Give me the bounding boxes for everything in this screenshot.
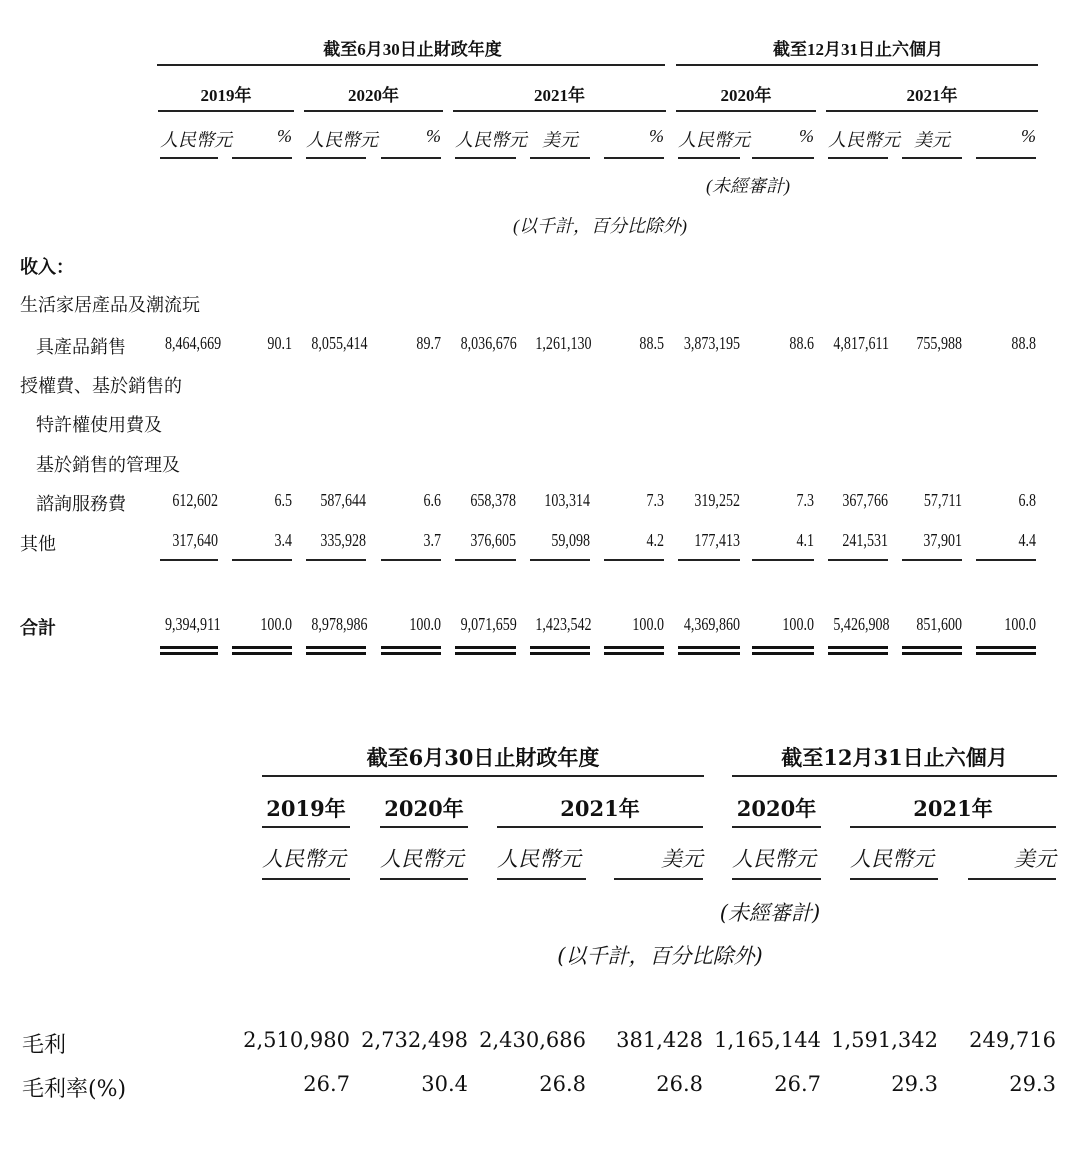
year-underline bbox=[732, 826, 821, 828]
year-header: 2019年 bbox=[266, 796, 346, 821]
currency-underline bbox=[902, 157, 962, 159]
total-double-underline bbox=[381, 646, 441, 655]
subtotal-underline bbox=[232, 559, 292, 561]
subtotal-underline bbox=[752, 559, 814, 561]
total-double-underline bbox=[232, 646, 292, 655]
table-cell: 249,716 bbox=[969, 1028, 1056, 1052]
total-double-underline bbox=[902, 646, 962, 655]
row-label: 毛利率(%) bbox=[22, 1077, 127, 1102]
table-cell: 4.2 bbox=[646, 530, 664, 550]
period-underline-six-months bbox=[732, 775, 1057, 777]
table-cell: 37,901 bbox=[923, 530, 962, 550]
table-cell-total: 9,394,911 bbox=[164, 614, 221, 634]
row-label: 諮詢服務費 bbox=[36, 494, 126, 514]
table-cell: 6.8 bbox=[1018, 490, 1036, 510]
subtotal-underline bbox=[828, 559, 888, 561]
period-header-six-months: 截至12月31日止六個月 bbox=[781, 745, 1008, 770]
total-double-underline bbox=[306, 646, 366, 655]
subtotal-underline bbox=[530, 559, 590, 561]
total-double-underline bbox=[976, 646, 1036, 655]
currency-underline bbox=[828, 157, 888, 159]
table-cell-total: 100.0 bbox=[782, 614, 814, 634]
year-underline bbox=[676, 110, 816, 112]
currency-underline bbox=[732, 878, 821, 880]
currency-header-percent: % bbox=[799, 126, 814, 146]
table-cell: 103,314 bbox=[544, 490, 590, 510]
currency-header-rmb: 人民幣元 bbox=[160, 130, 232, 150]
table-cell: 755,988 bbox=[916, 333, 962, 353]
table-cell: 30.4 bbox=[421, 1072, 468, 1096]
table-cell: 26.7 bbox=[303, 1072, 350, 1096]
currency-underline bbox=[160, 157, 218, 159]
year-underline bbox=[826, 110, 1038, 112]
subtotal-underline bbox=[306, 559, 366, 561]
table-cell: 3.7 bbox=[423, 530, 441, 550]
subtotal-underline bbox=[160, 559, 218, 561]
unaudited-note: (未經審計) bbox=[706, 176, 790, 196]
table-cell: 177,413 bbox=[694, 530, 740, 550]
currency-underline bbox=[752, 157, 814, 159]
table-cell: 8,036,676 bbox=[460, 333, 517, 353]
table-cell: 8,055,414 bbox=[311, 333, 368, 353]
table-cell: 6.6 bbox=[423, 490, 441, 510]
row-label: 具產品銷售 bbox=[36, 337, 126, 357]
table-cell-total: 8,978,986 bbox=[311, 614, 368, 634]
row-label: 特許權使用費及 bbox=[36, 415, 162, 435]
table-cell: 26.7 bbox=[774, 1072, 821, 1096]
section-label-revenue: 收入： bbox=[20, 257, 74, 277]
table-cell: 4.1 bbox=[796, 530, 814, 550]
table-cell-total: 5,426,908 bbox=[833, 614, 890, 634]
period-underline-fiscal-year bbox=[157, 64, 665, 66]
period-header-fiscal-year: 截至6月30日止財政年度 bbox=[323, 40, 502, 59]
table-cell: 29.3 bbox=[1009, 1072, 1056, 1096]
currency-underline bbox=[850, 878, 938, 880]
table-cell: 1,165,144 bbox=[714, 1028, 821, 1052]
year-underline bbox=[380, 826, 468, 828]
currency-underline bbox=[455, 157, 516, 159]
currency-underline bbox=[380, 878, 468, 880]
table-cell: 1,261,130 bbox=[535, 333, 592, 353]
currency-header-rmb: 人民幣元 bbox=[262, 847, 346, 871]
currency-underline bbox=[262, 878, 350, 880]
table-cell: 241,531 bbox=[842, 530, 888, 550]
currency-header-rmb: 人民幣元 bbox=[497, 847, 581, 871]
table-cell: 88.8 bbox=[1011, 333, 1036, 353]
total-double-underline bbox=[604, 646, 664, 655]
year-header: 2021年 bbox=[534, 86, 585, 105]
table-cell-total: 9,071,659 bbox=[460, 614, 517, 634]
period-header-fiscal-year: 截至6月30日止財政年度 bbox=[366, 745, 600, 770]
currency-header-usd: 美元 bbox=[542, 130, 578, 150]
currency-underline bbox=[614, 878, 703, 880]
year-underline bbox=[158, 110, 294, 112]
currency-underline bbox=[678, 157, 740, 159]
currency-header-rmb: 人民幣元 bbox=[678, 130, 750, 150]
table-cell: 6.5 bbox=[274, 490, 292, 510]
period-header-six-months: 截至12月31日止六個月 bbox=[773, 40, 943, 59]
year-header: 2021年 bbox=[913, 796, 993, 821]
table-cell: 90.1 bbox=[267, 333, 292, 353]
currency-header-rmb: 人民幣元 bbox=[850, 847, 934, 871]
table-cell: 7.3 bbox=[646, 490, 664, 510]
table-cell-total: 1,423,542 bbox=[535, 614, 592, 634]
table-cell: 88.6 bbox=[789, 333, 814, 353]
table-cell-total: 100.0 bbox=[1004, 614, 1036, 634]
table-cell-total: 100.0 bbox=[260, 614, 292, 634]
subtotal-underline bbox=[678, 559, 740, 561]
table-cell: 26.8 bbox=[539, 1072, 586, 1096]
currency-underline bbox=[232, 157, 292, 159]
unit-note: (以千計，百分比除外) bbox=[557, 944, 763, 968]
row-label: 其他 bbox=[20, 534, 56, 554]
table-cell: 2,430,686 bbox=[479, 1028, 586, 1052]
year-header: 2019年 bbox=[200, 86, 252, 105]
row-label: 基於銷售的管理及 bbox=[36, 455, 180, 475]
currency-header-percent: % bbox=[1021, 126, 1036, 146]
row-label-total: 合計 bbox=[20, 618, 56, 638]
table-cell: 4.4 bbox=[1018, 530, 1036, 550]
table-cell: 335,928 bbox=[320, 530, 366, 550]
table-cell: 88.5 bbox=[639, 333, 664, 353]
currency-underline bbox=[530, 157, 590, 159]
table-cell: 8,464,669 bbox=[164, 333, 222, 353]
row-label: 生活家居產品及潮流玩 bbox=[20, 295, 200, 315]
year-header: 2020年 bbox=[720, 86, 772, 105]
subtotal-underline bbox=[976, 559, 1036, 561]
currency-underline bbox=[976, 157, 1036, 159]
year-header: 2021年 bbox=[906, 86, 958, 105]
currency-header-usd: 美元 bbox=[914, 130, 950, 150]
table-cell: 4,817,611 bbox=[833, 333, 890, 353]
table-cell: 367,766 bbox=[842, 490, 888, 510]
year-header: 2020年 bbox=[348, 86, 399, 105]
subtotal-underline bbox=[902, 559, 962, 561]
year-header: 2020年 bbox=[384, 796, 464, 821]
currency-header-rmb: 人民幣元 bbox=[306, 130, 378, 150]
currency-header-percent: % bbox=[649, 126, 664, 146]
total-double-underline bbox=[678, 646, 740, 655]
year-underline bbox=[850, 826, 1056, 828]
table-cell: 1,591,342 bbox=[831, 1028, 938, 1052]
table-cell: 381,428 bbox=[616, 1028, 703, 1052]
year-underline bbox=[262, 826, 350, 828]
subtotal-underline bbox=[604, 559, 664, 561]
currency-header-rmb: 人民幣元 bbox=[380, 847, 464, 871]
currency-underline bbox=[306, 157, 366, 159]
period-underline-fiscal-year bbox=[262, 775, 704, 777]
total-double-underline bbox=[530, 646, 590, 655]
table-cell: 2,732,498 bbox=[361, 1028, 468, 1052]
total-double-underline bbox=[160, 646, 218, 655]
table-cell: 2,510,980 bbox=[243, 1028, 350, 1052]
table-cell: 3.4 bbox=[274, 530, 292, 550]
row-label: 毛利 bbox=[22, 1033, 67, 1058]
row-label: 授權費、基於銷售的 bbox=[20, 376, 182, 396]
year-header: 2021年 bbox=[560, 796, 640, 821]
total-double-underline bbox=[752, 646, 814, 655]
table-cell: 587,644 bbox=[320, 490, 366, 510]
total-double-underline bbox=[828, 646, 888, 655]
unit-note: (以千計，百分比除外) bbox=[513, 216, 687, 236]
currency-header-rmb: 人民幣元 bbox=[828, 130, 900, 150]
table-cell: 57,711 bbox=[923, 490, 962, 510]
table-cell: 376,605 bbox=[470, 530, 516, 550]
period-underline-six-months bbox=[676, 64, 1038, 66]
table-cell: 59,098 bbox=[551, 530, 590, 550]
table-cell: 7.3 bbox=[796, 490, 814, 510]
table-cell-total: 851,600 bbox=[916, 614, 962, 634]
table-cell: 317,640 bbox=[172, 530, 218, 550]
year-header: 2020年 bbox=[736, 796, 817, 821]
currency-underline bbox=[497, 878, 586, 880]
unaudited-note: (未經審計) bbox=[719, 901, 821, 925]
year-underline bbox=[453, 110, 666, 112]
currency-header-usd: 美元 bbox=[661, 847, 703, 871]
currency-header-rmb: 人民幣元 bbox=[732, 847, 816, 871]
table-cell: 319,252 bbox=[694, 490, 740, 510]
currency-header-rmb: 人民幣元 bbox=[455, 130, 527, 150]
currency-header-percent: % bbox=[277, 126, 292, 146]
year-underline bbox=[497, 826, 703, 828]
currency-underline bbox=[968, 878, 1056, 880]
subtotal-underline bbox=[381, 559, 441, 561]
currency-underline bbox=[381, 157, 441, 159]
table-cell-total: 4,369,860 bbox=[683, 614, 740, 634]
table-cell: 26.8 bbox=[656, 1072, 703, 1096]
table-cell: 658,378 bbox=[470, 490, 516, 510]
currency-header-percent: % bbox=[426, 126, 441, 146]
total-double-underline bbox=[455, 646, 516, 655]
year-underline bbox=[304, 110, 443, 112]
table-cell-total: 100.0 bbox=[409, 614, 441, 634]
currency-underline bbox=[604, 157, 664, 159]
table-cell: 612,602 bbox=[172, 490, 218, 510]
table-cell-total: 100.0 bbox=[632, 614, 664, 634]
subtotal-underline bbox=[455, 559, 516, 561]
table-cell: 29.3 bbox=[891, 1072, 938, 1096]
currency-header-usd: 美元 bbox=[1014, 847, 1056, 871]
table-cell: 89.7 bbox=[416, 333, 441, 353]
table-cell: 3,873,195 bbox=[683, 333, 740, 353]
